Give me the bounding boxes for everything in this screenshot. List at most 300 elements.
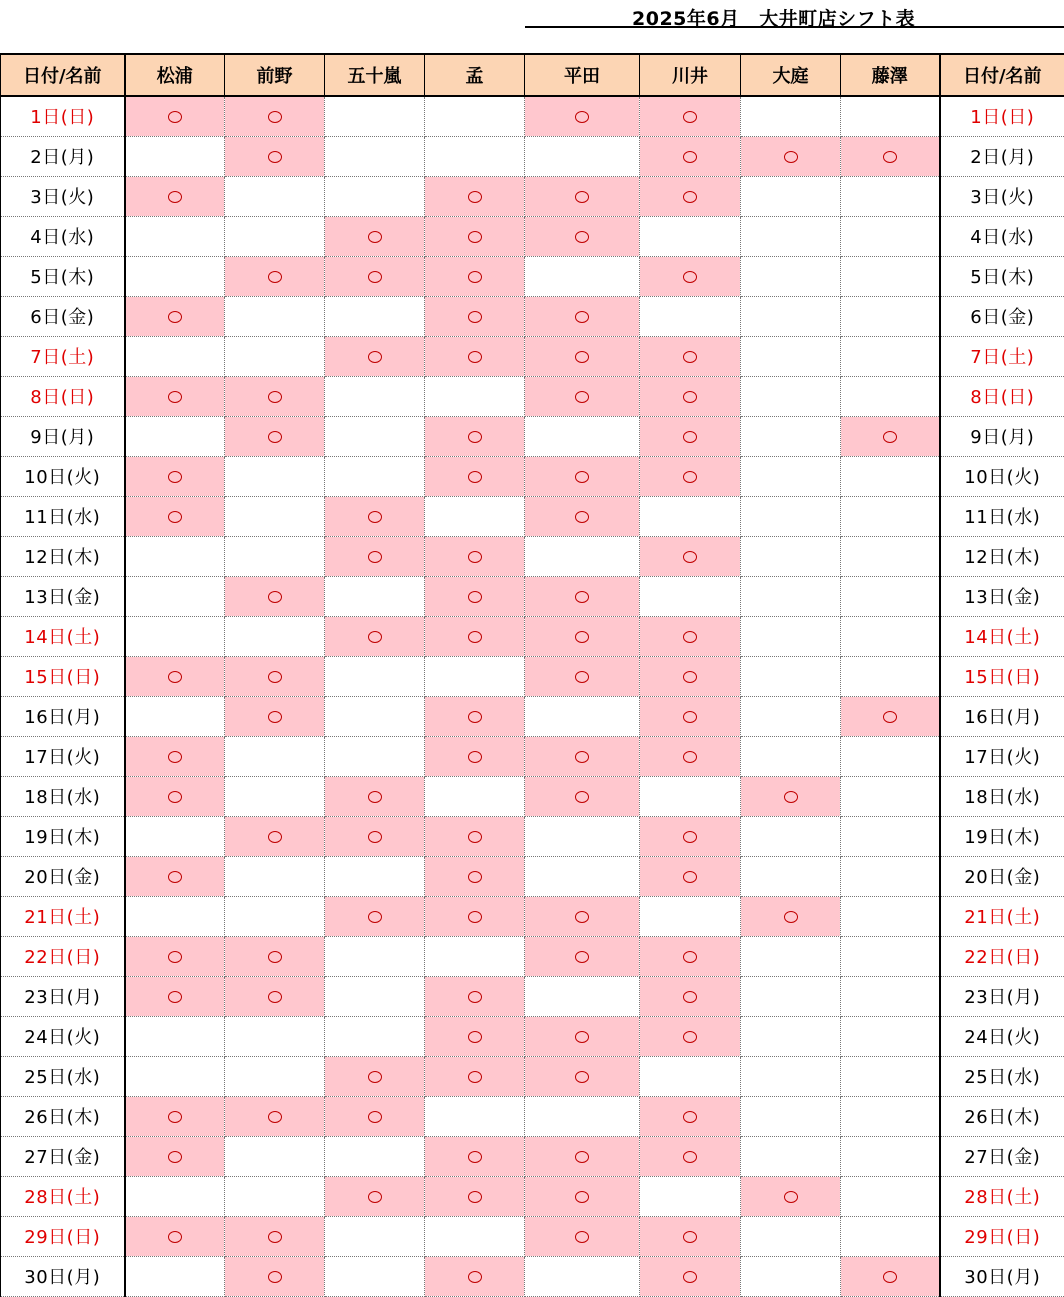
shift-cell[interactable] [325,1216,425,1256]
shift-mark-icon [468,1031,482,1043]
shift-mark-icon [575,111,589,123]
shift-cell[interactable] [325,496,425,536]
shift-cell[interactable] [225,1176,325,1216]
shift-cell[interactable] [425,336,525,376]
shift-cell[interactable] [741,296,841,336]
shift-cell[interactable] [841,416,940,456]
shift-cell[interactable] [841,696,940,736]
shift-cell[interactable] [841,1016,940,1056]
shift-cell[interactable] [425,1016,525,1056]
shift-cell[interactable] [640,936,741,976]
shift-mark-icon [575,751,589,763]
shift-mark-icon [168,191,182,203]
shift-cell[interactable] [225,416,325,456]
table-row [1,456,1064,496]
shift-cell[interactable] [225,616,325,656]
shift-cell[interactable] [425,656,525,696]
shift-cell[interactable] [741,816,841,856]
shift-cell[interactable] [325,856,425,896]
shift-cell[interactable] [640,976,741,1016]
shift-cell[interactable] [640,1016,741,1056]
shift-cell[interactable] [125,1176,225,1216]
shift-cell[interactable] [841,776,940,816]
shift-cell[interactable] [225,496,325,536]
shift-cell[interactable] [325,1176,425,1216]
date-cell-left: 24日(火) [1,1016,125,1056]
date-cell-left: 5日(木) [1,256,125,296]
shift-mark-icon [268,711,282,723]
shift-cell[interactable] [425,936,525,976]
shift-cell[interactable] [125,856,225,896]
shift-cell[interactable] [425,1176,525,1216]
shift-cell[interactable] [841,736,940,776]
shift-cell[interactable] [640,456,741,496]
shift-cell[interactable] [325,776,425,816]
shift-cell[interactable] [125,656,225,696]
shift-cell[interactable] [325,176,425,216]
shift-cell[interactable] [125,1096,225,1136]
shift-cell[interactable] [425,1256,525,1296]
shift-cell[interactable] [741,96,841,136]
date-cell-left: 17日(火) [1,736,125,776]
shift-cell[interactable] [640,496,741,536]
table-row [1,536,1064,576]
shift-mark-icon [468,351,482,363]
shift-cell[interactable] [225,296,325,336]
date-cell-right: 17日(火) [940,736,1064,776]
shift-cell[interactable] [225,816,325,856]
shift-mark-icon [168,511,182,523]
shift-cell[interactable] [225,376,325,416]
shift-cell[interactable] [841,816,940,856]
shift-cell[interactable] [525,336,640,376]
shift-cell[interactable] [640,696,741,736]
shift-cell[interactable] [125,376,225,416]
shift-cell[interactable] [525,1016,640,1056]
shift-cell[interactable] [525,1096,640,1136]
shift-cell[interactable] [125,256,225,296]
shift-cell[interactable] [525,776,640,816]
shift-cell[interactable] [640,1176,741,1216]
shift-cell[interactable] [640,816,741,856]
shift-cell[interactable] [125,896,225,936]
shift-cell[interactable] [741,1096,841,1136]
shift-cell[interactable] [525,576,640,616]
shift-cell[interactable] [225,1096,325,1136]
shift-cell[interactable] [841,176,940,216]
shift-cell[interactable] [525,1256,640,1296]
shift-cell[interactable] [640,776,741,816]
shift-mark-icon [168,671,182,683]
shift-cell[interactable] [741,1016,841,1056]
shift-cell[interactable] [425,736,525,776]
shift-cell[interactable] [640,536,741,576]
shift-cell[interactable] [741,1056,841,1096]
shift-cell[interactable] [525,136,640,176]
shift-cell[interactable] [525,856,640,896]
shift-cell[interactable] [425,696,525,736]
table-row [1,616,1064,656]
shift-mark-icon [575,1071,589,1083]
table-row [1,96,1064,136]
shift-cell[interactable] [640,296,741,336]
shift-cell[interactable] [425,536,525,576]
shift-cell[interactable] [325,456,425,496]
shift-cell[interactable] [425,496,525,536]
shift-cell[interactable] [425,176,525,216]
shift-mark-icon [575,911,589,923]
shift-cell[interactable] [525,616,640,656]
shift-cell[interactable] [741,496,841,536]
shift-cell[interactable] [741,376,841,416]
shift-cell[interactable] [225,1136,325,1176]
shift-cell[interactable] [325,896,425,936]
shift-cell[interactable] [841,976,940,1016]
shift-cell[interactable] [225,456,325,496]
shift-cell[interactable] [741,696,841,736]
shift-cell[interactable] [225,1216,325,1256]
shift-cell[interactable] [425,856,525,896]
shift-cell[interactable] [125,1016,225,1056]
date-cell-left: 26日(木) [1,1096,125,1136]
shift-mark-icon [575,1191,589,1203]
shift-cell[interactable] [841,576,940,616]
shift-cell[interactable] [841,1096,940,1136]
shift-cell[interactable] [325,376,425,416]
shift-cell[interactable] [425,216,525,256]
shift-cell[interactable] [525,816,640,856]
shift-cell[interactable] [325,216,425,256]
shift-cell[interactable] [425,96,525,136]
table-row [1,136,1064,176]
shift-cell[interactable] [640,416,741,456]
shift-cell[interactable] [325,1056,425,1096]
shift-cell[interactable] [841,376,940,416]
shift-cell[interactable] [225,536,325,576]
shift-cell[interactable] [741,976,841,1016]
shift-cell[interactable] [841,496,940,536]
shift-cell[interactable] [225,256,325,296]
shift-cell[interactable] [525,1056,640,1096]
shift-cell[interactable] [325,816,425,856]
shift-mark-icon [683,831,697,843]
date-cell-right: 22日(日) [940,936,1064,976]
shift-mark-icon [883,431,897,443]
shift-cell[interactable] [325,936,425,976]
shift-cell[interactable] [640,1136,741,1176]
shift-mark-icon [784,911,798,923]
shift-cell[interactable] [525,1216,640,1256]
shift-mark-icon [368,1191,382,1203]
shift-cell[interactable] [225,96,325,136]
shift-cell[interactable] [741,416,841,456]
shift-cell[interactable] [125,736,225,776]
shift-cell[interactable] [841,256,940,296]
shift-cell[interactable] [525,1136,640,1176]
shift-cell[interactable] [640,576,741,616]
shift-cell[interactable] [225,576,325,616]
shift-cell[interactable] [125,976,225,1016]
shift-cell[interactable] [640,896,741,936]
shift-cell[interactable] [640,656,741,696]
shift-cell[interactable] [841,896,940,936]
shift-cell[interactable] [841,1176,940,1216]
shift-cell[interactable] [225,976,325,1016]
date-cell-left: 10日(火) [1,456,125,496]
shift-cell[interactable] [225,896,325,936]
shift-cell[interactable] [525,376,640,416]
shift-cell[interactable] [525,96,640,136]
shift-cell[interactable] [525,296,640,336]
shift-cell[interactable] [525,976,640,1016]
shift-cell[interactable] [841,936,940,976]
shift-cell[interactable] [325,136,425,176]
shift-cell[interactable] [225,1256,325,1296]
shift-cell[interactable] [325,1096,425,1136]
shift-cell[interactable] [325,976,425,1016]
shift-mark-icon [168,311,182,323]
shift-cell[interactable] [325,96,425,136]
shift-cell[interactable] [841,456,940,496]
shift-cell[interactable] [325,696,425,736]
shift-cell[interactable] [425,1216,525,1256]
header-name: 前野 [225,54,325,96]
shift-cell[interactable] [640,1256,741,1296]
shift-cell[interactable] [525,416,640,456]
shift-cell[interactable] [741,896,841,936]
shift-cell[interactable] [640,1056,741,1096]
shift-cell[interactable] [325,736,425,776]
shift-cell[interactable] [841,1056,940,1096]
shift-mark-icon [683,1271,697,1283]
shift-cell[interactable] [741,256,841,296]
shift-cell[interactable] [841,96,940,136]
date-cell-left: 9日(月) [1,416,125,456]
shift-cell[interactable] [741,1136,841,1176]
shift-cell[interactable] [425,1056,525,1096]
shift-cell[interactable] [741,336,841,376]
shift-cell[interactable] [325,576,425,616]
shift-cell[interactable] [741,1216,841,1256]
shift-cell[interactable] [741,1256,841,1296]
shift-cell[interactable] [225,216,325,256]
shift-mark-icon [168,1111,182,1123]
shift-cell[interactable] [841,616,940,656]
shift-cell[interactable] [325,1136,425,1176]
table-row [1,336,1064,376]
date-cell-right: 28日(土) [940,1176,1064,1216]
table-row [1,496,1064,536]
shift-cell[interactable] [525,896,640,936]
shift-cell[interactable] [125,1136,225,1176]
shift-cell[interactable] [425,1096,525,1136]
shift-cell[interactable] [640,176,741,216]
shift-mark-icon [683,1231,697,1243]
shift-mark-icon [468,551,482,563]
shift-cell[interactable] [425,976,525,1016]
shift-cell[interactable] [525,456,640,496]
shift-cell[interactable] [225,696,325,736]
shift-cell[interactable] [125,336,225,376]
shift-cell[interactable] [741,736,841,776]
shift-cell[interactable] [741,456,841,496]
shift-cell[interactable] [640,616,741,656]
shift-cell[interactable] [741,776,841,816]
shift-cell[interactable] [225,776,325,816]
date-cell-right: 8日(日) [940,376,1064,416]
shift-cell[interactable] [425,456,525,496]
shift-mark-icon [468,1071,482,1083]
shift-cell[interactable] [525,536,640,576]
shift-cell[interactable] [841,856,940,896]
shift-cell[interactable] [525,256,640,296]
shift-cell[interactable] [125,496,225,536]
shift-cell[interactable] [741,176,841,216]
shift-cell[interactable] [525,696,640,736]
shift-cell[interactable] [225,656,325,696]
shift-mark-icon [683,111,697,123]
shift-cell[interactable] [741,216,841,256]
shift-cell[interactable] [325,336,425,376]
shift-mark-icon [168,751,182,763]
shift-cell[interactable] [125,536,225,576]
shift-cell[interactable] [125,696,225,736]
shift-cell[interactable] [425,896,525,936]
shift-cell[interactable] [225,936,325,976]
shift-cell[interactable] [525,936,640,976]
shift-cell[interactable] [841,136,940,176]
shift-cell[interactable] [525,216,640,256]
shift-cell[interactable] [125,216,225,256]
shift-cell[interactable] [425,256,525,296]
shift-cell[interactable] [425,616,525,656]
shift-cell[interactable] [325,656,425,696]
shift-cell[interactable] [841,336,940,376]
shift-cell[interactable] [425,136,525,176]
shift-mark-icon [468,1191,482,1203]
shift-cell[interactable] [741,1176,841,1216]
shift-cell[interactable] [325,1016,425,1056]
date-cell-right: 23日(月) [940,976,1064,1016]
table-row [1,296,1064,336]
shift-cell[interactable] [741,616,841,656]
shift-mark-icon [268,951,282,963]
shift-cell[interactable] [525,496,640,536]
shift-mark-icon [268,1111,282,1123]
shift-mark-icon [883,1271,897,1283]
shift-cell[interactable] [741,576,841,616]
shift-cell[interactable] [425,376,525,416]
date-cell-left: 6日(金) [1,296,125,336]
shift-cell[interactable] [525,1176,640,1216]
shift-mark-icon [575,471,589,483]
shift-cell[interactable] [741,936,841,976]
shift-cell[interactable] [125,816,225,856]
shift-cell[interactable] [525,656,640,696]
shift-cell[interactable] [841,1256,940,1296]
shift-cell[interactable] [325,296,425,336]
shift-cell[interactable] [125,1216,225,1256]
shift-cell[interactable] [841,1216,940,1256]
shift-mark-icon [468,231,482,243]
shift-cell[interactable] [125,616,225,656]
shift-cell[interactable] [741,656,841,696]
shift-cell[interactable] [325,1256,425,1296]
table-row [1,1056,1064,1096]
shift-cell[interactable] [425,296,525,336]
shift-cell[interactable] [640,336,741,376]
shift-cell[interactable] [841,216,940,256]
date-cell-left: 7日(土) [1,336,125,376]
shift-cell[interactable] [640,136,741,176]
shift-cell[interactable] [425,776,525,816]
date-cell-left: 19日(木) [1,816,125,856]
shift-cell[interactable] [125,96,225,136]
shift-cell[interactable] [225,1016,325,1056]
shift-cell[interactable] [225,1056,325,1096]
table-row [1,1136,1064,1176]
shift-cell[interactable] [640,256,741,296]
shift-cell[interactable] [125,576,225,616]
shift-cell[interactable] [741,536,841,576]
shift-cell[interactable] [640,1216,741,1256]
shift-cell[interactable] [640,736,741,776]
shift-cell[interactable] [425,816,525,856]
shift-cell[interactable] [425,576,525,616]
shift-cell[interactable] [125,416,225,456]
shift-cell[interactable] [841,1136,940,1176]
shift-cell[interactable] [741,856,841,896]
shift-cell[interactable] [525,736,640,776]
shift-cell[interactable] [525,176,640,216]
date-cell-left: 23日(月) [1,976,125,1016]
shift-cell[interactable] [325,536,425,576]
shift-cell[interactable] [125,936,225,976]
shift-cell[interactable] [325,616,425,656]
shift-cell[interactable] [841,656,940,696]
shift-cell[interactable] [640,376,741,416]
shift-cell[interactable] [640,1096,741,1136]
shift-cell[interactable] [125,296,225,336]
table-row [1,896,1064,936]
shift-cell[interactable] [325,256,425,296]
shift-cell[interactable] [425,416,525,456]
shift-cell[interactable] [841,536,940,576]
shift-cell[interactable] [125,1056,225,1096]
shift-cell[interactable] [225,336,325,376]
shift-cell[interactable] [841,296,940,336]
shift-cell[interactable] [425,1136,525,1176]
shift-cell[interactable] [225,176,325,216]
shift-cell[interactable] [225,856,325,896]
shift-cell[interactable] [640,856,741,896]
shift-cell[interactable] [125,176,225,216]
shift-cell[interactable] [640,96,741,136]
shift-mark-icon [168,391,182,403]
shift-cell[interactable] [640,216,741,256]
shift-mark-icon [683,751,697,763]
shift-cell[interactable] [125,456,225,496]
shift-cell[interactable] [125,776,225,816]
shift-cell[interactable] [125,136,225,176]
shift-cell[interactable] [225,736,325,776]
shift-cell[interactable] [125,1256,225,1296]
date-cell-left: 29日(日) [1,1216,125,1256]
shift-cell[interactable] [741,136,841,176]
shift-cell[interactable] [225,136,325,176]
shift-cell[interactable] [325,416,425,456]
shift-mark-icon [683,991,697,1003]
